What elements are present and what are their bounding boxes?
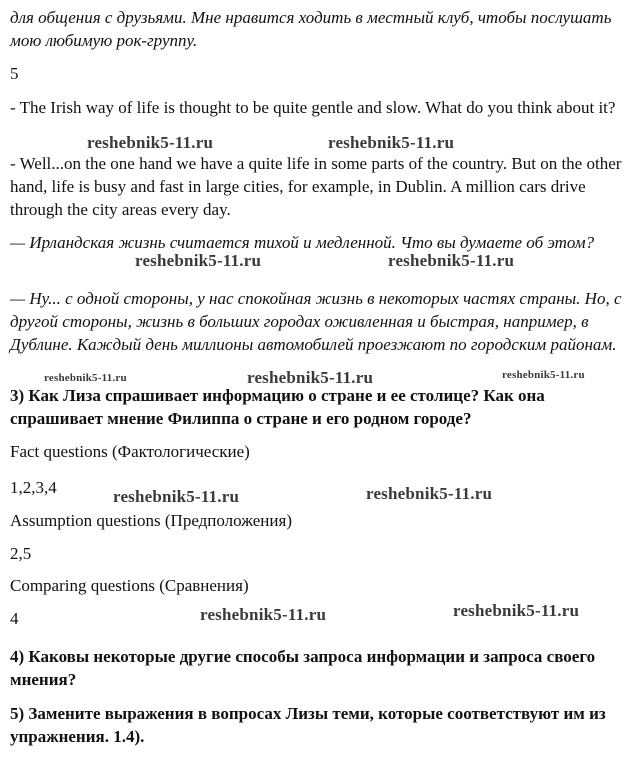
- fact-questions-numbers: 1,2,3,4: [10, 478, 57, 497]
- assumption-questions-label: Assumption questions (Предположения): [10, 511, 292, 530]
- watermark: reshebnik5-11.ru: [328, 133, 455, 152]
- english-question: - The Irish way of life is thought to be quite gentle and slow. What do you think about it?: [10, 98, 616, 117]
- watermark: reshebnik5-11.ru: [366, 484, 493, 503]
- watermark: reshebnik5-11.ru: [135, 251, 262, 270]
- watermark: reshebnik5-11.ru: [388, 251, 515, 270]
- russian-question: — Ирландская жизнь считается тихой и медленной. Что вы думаете об этом?: [10, 233, 595, 252]
- watermark: reshebnik5-11.ru: [247, 368, 374, 387]
- fact-questions-label: Fact questions (Фактологические): [10, 442, 250, 461]
- heading-question-3: 3) Как Лиза спрашивает информацию о стране и ее столице? Как она спрашивает мнение Филиппа о стране и его родном городе?: [10, 386, 545, 428]
- heading-question-4: 4) Каковы некоторые другие способы запроса информации и запроса своего мнения?: [10, 647, 596, 689]
- watermark: reshebnik5-11.ru: [44, 372, 127, 384]
- watermark: reshebnik5-11.ru: [502, 369, 585, 381]
- russian-answer: — Ну... с одной стороны, у нас спокойная жизнь в некоторых частях страны. Но, с другой стороны, жизнь в больших городах оживленная и быстрая, например, в Дублине. Каждый день миллионы автомобилей проезжают по городским районам.: [10, 289, 622, 354]
- item-number-5: 5: [10, 64, 19, 83]
- assumption-questions-numbers: 2,5: [10, 544, 32, 563]
- heading-question-5: 5) Замените выражения в вопросах Лизы теми, которые соответствуют им из упражнения. 1.4).: [10, 704, 606, 746]
- watermark: reshebnik5-11.ru: [200, 605, 327, 624]
- russian-intro-paragraph: для общения с друзьями. Мне нравится ходить в местный клуб, чтобы послушать мою любимую рок-группу.: [10, 8, 612, 50]
- watermark: reshebnik5-11.ru: [453, 601, 580, 620]
- comparing-questions-label: Comparing questions (Сравнения): [10, 576, 249, 595]
- watermark: reshebnik5-11.ru: [87, 133, 214, 152]
- watermark: reshebnik5-11.ru: [113, 487, 240, 506]
- comparing-questions-numbers: 4: [10, 609, 19, 628]
- english-answer: - Well...on the one hand we have a quite life in some parts of the country. But on the other hand, life is busy and fast in large cities, for example, in Dublin. A million cars drive through the city areas every day.: [10, 154, 622, 219]
